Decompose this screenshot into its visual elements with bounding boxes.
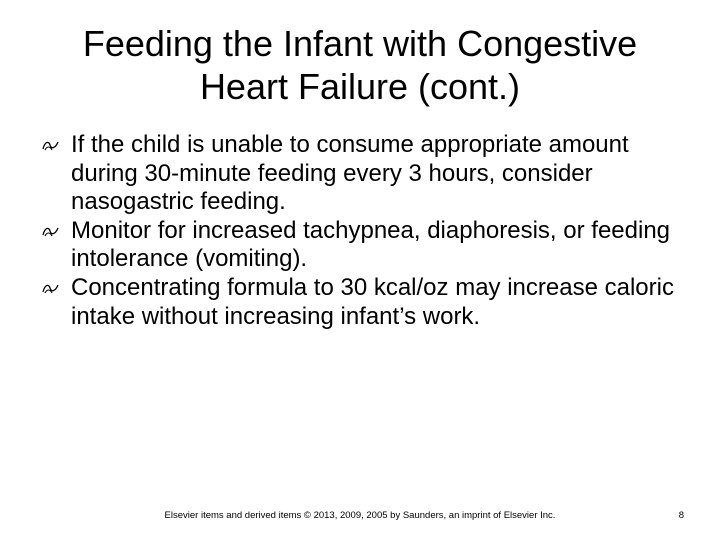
bullet-text: Concentrating formula to 30 kcal/oz may increase caloric intake without increasing infant’s work. [71,273,674,330]
page-number: 8 [678,510,684,521]
copyright-footer: Elsevier items and derived items © 2013, 2009, 2005 by Saunders, an imprint of Elsevier Inc. [164,510,556,521]
swirl-bullet-icon [42,225,59,238]
bullet-item [40,274,690,331]
swirl-bullet-icon [42,282,59,295]
bullet-list [40,131,690,331]
bullet-text: If the child is unable to consume appropriate amount during 30-minute feeding every 3 hours, consider nasogastric feeding. [71,131,629,216]
slide-title: Feeding the Infant with Congestive Heart Failure (cont.) [82,23,638,107]
bullet-text: Monitor for increased tachypnea, diaphoresis, or feeding intolerance (vomiting). [71,216,671,273]
bullet-item [40,131,690,217]
swirl-bullet-icon [42,139,59,152]
bullet-item [40,217,690,274]
